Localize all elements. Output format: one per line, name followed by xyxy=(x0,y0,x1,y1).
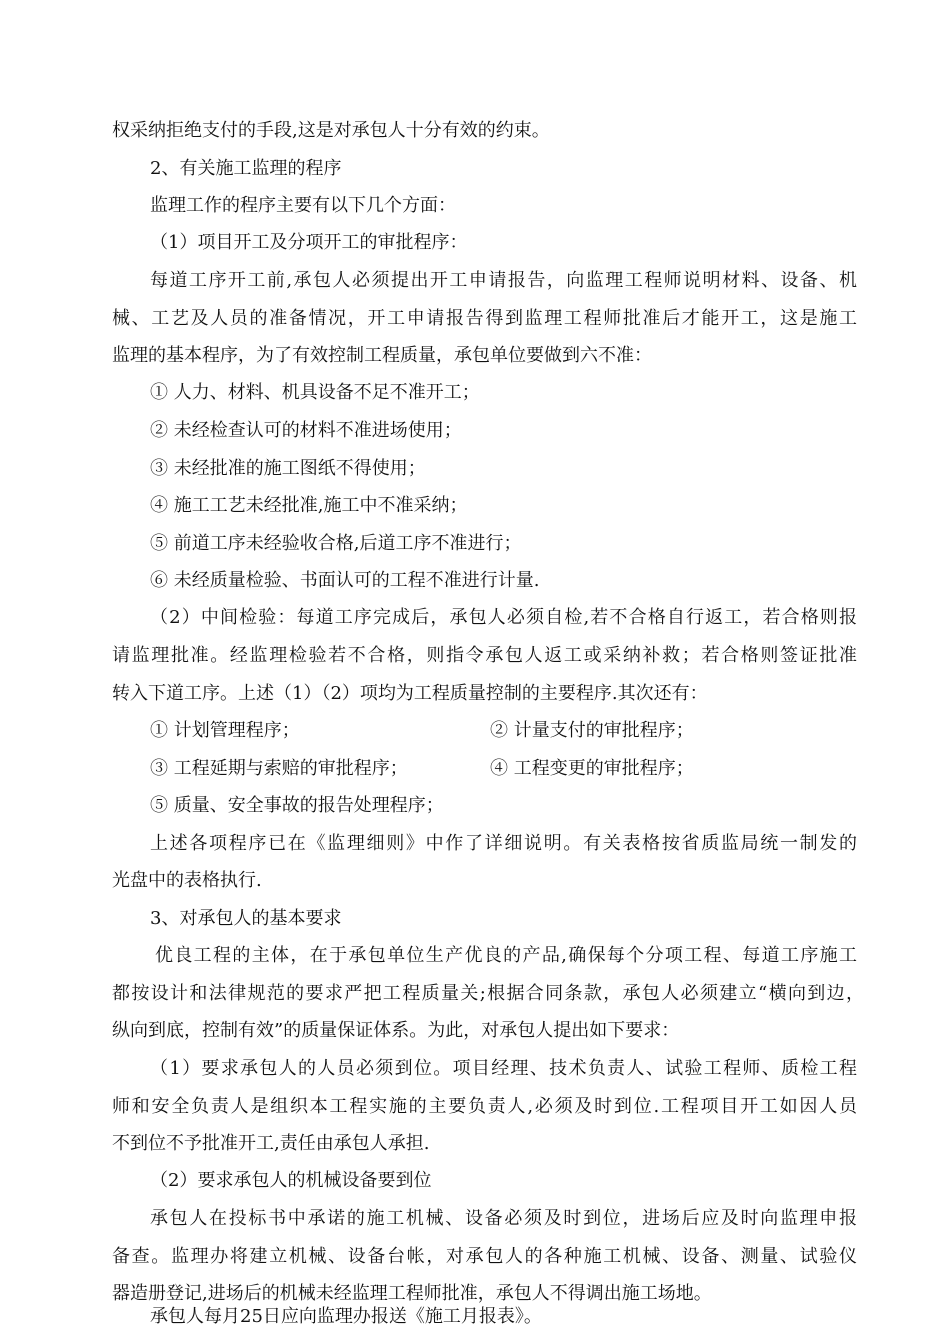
paragraph-line: 器造册登记,进场后的机械未经监理工程师批准，承包人不得调出施工场地。 xyxy=(112,1283,712,1304)
list-item: ⑤ 质量、安全事故的报告处理程序； xyxy=(150,795,444,816)
list-row xyxy=(150,714,857,748)
paragraph-line: 请监理批准。经监理检验若不合格，则指令承包人返工或采纳补救；若合格则签证批准 xyxy=(112,645,857,666)
paragraph-line: （1）要求承包人的人员必须到位。项目经理、技术负责人、试验工程师、质检工程 xyxy=(150,1058,857,1079)
list-item: ① 计划管理程序； xyxy=(150,720,300,741)
list-item: ③ 工程延期与索赔的审批程序； xyxy=(150,758,408,779)
section-heading: 3、对承包人的基本要求 xyxy=(150,908,342,929)
paragraph-line: 承包人在投标书中承诺的施工机械、设备必须及时到位，进场后应及时向监理申报 xyxy=(150,1208,857,1229)
paragraph-line: 上述各项程序已在《监理细则》中作了详细说明。有关表格按省质监局统一制发的 xyxy=(150,833,857,854)
paragraph-line: 权采纳拒绝支付的手段,这是对承包人十分有效的约束。 xyxy=(112,120,550,141)
paragraph-line: （2）中间检验：每道工序完成后，承包人必须自检,若不合格自行返工，若合格则报 xyxy=(150,607,857,628)
list-row xyxy=(150,752,857,786)
paragraph-line: 师和安全负责人是组织本工程实施的主要负责人,必须及时到位.工程项目开工如因人员 xyxy=(112,1096,857,1117)
paragraph-line: 监理工作的程序主要有以下几个方面： xyxy=(150,195,456,216)
list-item: ④ 工程变更的审批程序； xyxy=(490,758,694,779)
paragraph-line: 监理的基本程序，为了有效控制工程质量，承包单位要做到六不准： xyxy=(112,345,652,366)
paragraph-line: 光盘中的表格执行. xyxy=(112,870,262,891)
paragraph-line: 备查。监理办将建立机械、设备台帐，对承包人的各种施工机械、设备、测量、试验仪 xyxy=(112,1246,857,1267)
paragraph-line: 都按设计和法律规范的要求严把工程质量关;根据合同条款，承包人必须建立“横向到边， xyxy=(112,983,864,1004)
paragraph-line: 械、工艺及人员的准备情况，开工申请报告得到监理工程师批准后才能开工，这是施工 xyxy=(112,308,857,329)
list-item: ⑥ 未经质量检验、书面认可的工程不准进行计量. xyxy=(150,570,540,591)
list-item: ⑤ 前道工序未经验收合格,后道工序不准进行； xyxy=(150,533,522,554)
list-item: ③ 未经批准的施工图纸不得使用； xyxy=(150,458,426,479)
list-item: ② 未经检查认可的材料不准进场使用； xyxy=(150,420,462,441)
subsection-heading: （2）要求承包人的机械设备要到位 xyxy=(150,1170,432,1191)
paragraph-line: 每道工序开工前,承包人必须提出开工申请报告，向监理工程师说明材料、设备、机 xyxy=(150,270,857,291)
paragraph-line: 转入下道工序。上述（1）（2）项均为工程质量控制的主要程序.其次还有： xyxy=(112,683,708,704)
list-item: ① 人力、材料、机具设备不足不准开工； xyxy=(150,382,480,403)
paragraph-line: 纵向到底，控制有效”的质量保证体系。为此，对承包人提出如下要求： xyxy=(112,1020,680,1041)
paragraph-line: 不到位不予批准开工,责任由承包人承担. xyxy=(112,1133,430,1154)
paragraph-line: 优良工程的主体，在于承包单位生产优良的产品,确保每个分项工程、每道工序施工 xyxy=(155,945,857,966)
subsection-heading: （1）项目开工及分项开工的审批程序： xyxy=(150,232,468,253)
list-item: ② 计量支付的审批程序； xyxy=(490,720,694,741)
list-item: ④ 施工工艺未经批准,施工中不准采纳； xyxy=(150,495,468,516)
section-heading: 2、有关施工监理的程序 xyxy=(150,158,342,179)
paragraph-line: 承包人每月25日应向监理办报送《施工月报表》。 xyxy=(150,1306,542,1327)
